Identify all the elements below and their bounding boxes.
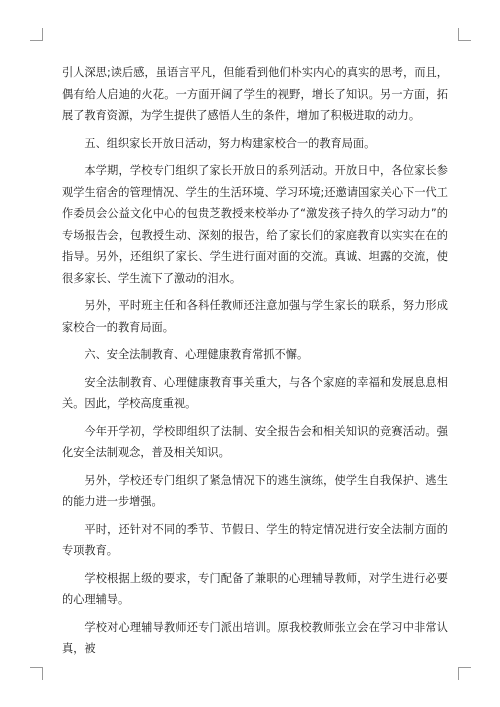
section-heading-6: 六、安全法制教育、心理健康教育常抓不懈。	[84, 348, 309, 361]
crop-mark-top-right	[458, 28, 471, 41]
paragraph-safety-importance: 安全法制教育、心理健康教育事关重大，与各个家庭的幸福和发展息息相关。因此，学校高度重视。	[62, 375, 448, 410]
section-heading-5: 五、组织家长开放日活动，努力构建家校合一的教育局面。	[84, 136, 376, 150]
paragraph-semester-start: 今年开学初，学校即组织了法制、安全报告会和相关知识的竞赛活动。强化安全法制观念，普及相关知识。	[62, 424, 448, 459]
paragraph-open-day: 本学期，学校专门组织了家长开放日的系列活动。开放日中，各位家长参观学生宿舍的管理情况、学生的生活环境、学习环境;还邀请国家关心下一代工作委员会公益文化中心的包贵芝教授来校举办了“激发孩子持久的学习动力”的专场报告会，包教授生动、深刻的报告，给了家长们的家庭教育以实实在在的指导。另外，还组织了家长、学生进行面对面的交流。真诚、坦露的交流，使很多家长、学生流下了激动的泪水。	[62, 164, 448, 285]
crop-mark-top-left	[30, 28, 43, 41]
crop-mark-bottom-left	[30, 667, 43, 680]
paragraph-home-school: 另外，平时班主任和各科任教师还注意加强与学生家长的联系，努力形成家校合一的教育局面。	[62, 299, 448, 334]
crop-mark-bottom-right	[458, 667, 471, 680]
paragraph-training: 学校对心理辅导教师还专门派出培训。原我校教师张立会在学习中非常认真，被	[62, 620, 448, 655]
document-body	[62, 62, 448, 666]
paragraph-special-education: 平时，还针对不同的季节、节假日、学生的特定情况进行安全法制方面的专项教育。	[62, 522, 448, 557]
paragraph-escape-drill: 另外，学校还专门组织了紧急情况下的逃生演练，使学生自我保护、逃生的能力进一步增强。	[62, 473, 448, 508]
paragraph-1: 引人深思;读后感，虽语言平凡，但能看到他们朴实内心的真实的思考，而且，偶有给人启迪的火花。一方面开阔了学生的视野，增长了知识。另一方面，拓展了教育资源，为学生提供了感悟人生的条件，增加了积极进取的动力。	[62, 66, 448, 122]
paragraph-counselor: 学校根据上级的要求，专门配备了兼职的心理辅导教师，对学生进行必要的心理辅导。	[62, 571, 448, 606]
